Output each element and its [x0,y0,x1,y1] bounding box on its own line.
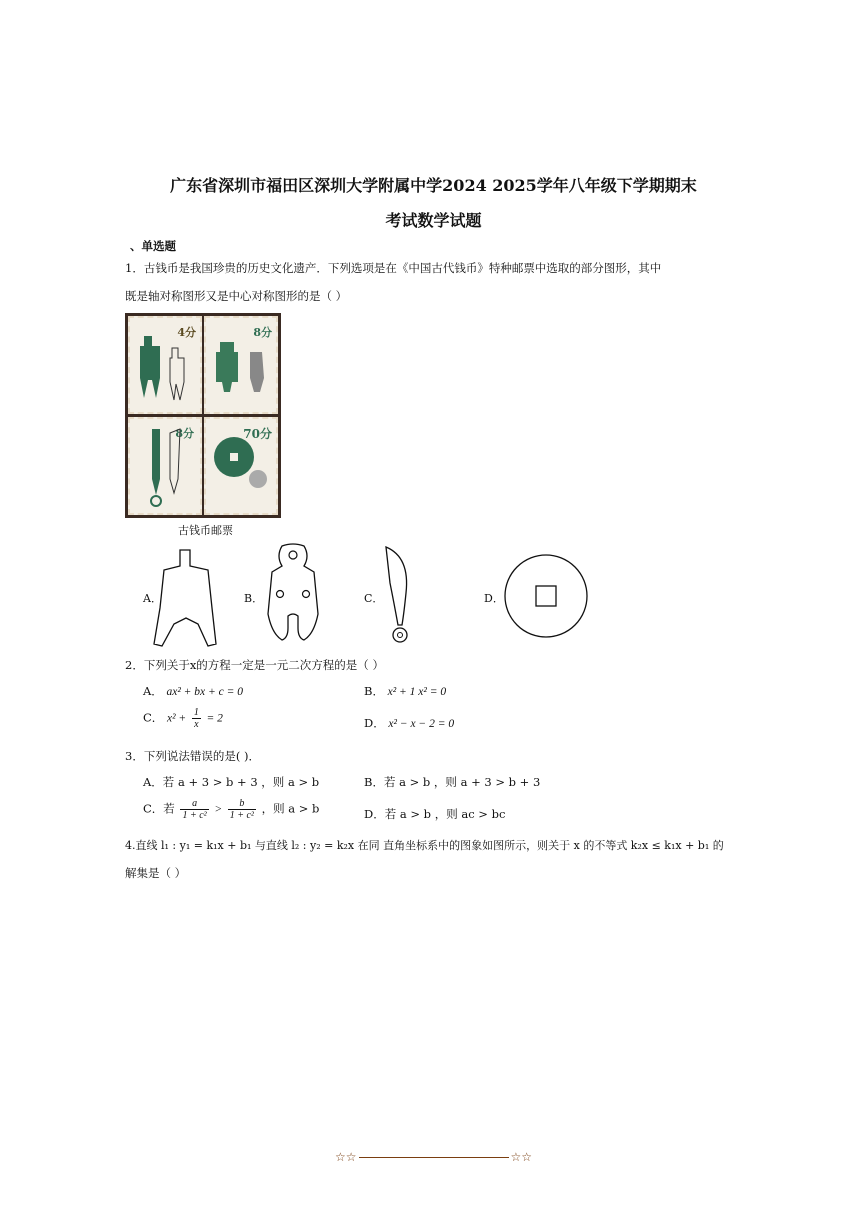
q3-option-b: B．若 a > b ，则 a + 3 > b + 3 [364,775,541,789]
q2-option-c-fraction [192,707,201,730]
q2-option-b-label: B． [364,684,384,698]
q2-option-c-post: = 2 [206,712,223,725]
q2-option-a [143,683,243,699]
stamp-2-value: 8分 [253,326,272,339]
q3-option-c [143,798,319,821]
stamp-4 [204,417,278,515]
q2-stem: 2．下列关于x的方程一定是一元二次方程的是（ ） [125,658,384,672]
q2-option-d [364,715,454,731]
q2-option-a-label: A． [143,684,163,698]
q2-option-c-pre: x² + [166,712,187,725]
q2-option-d-expr: x² − x − 2 = 0 [388,718,455,730]
stamp-3-value: 8分 [175,427,194,440]
q1-option-a-shape [150,548,225,650]
q3-option-c-numerator-1: a [180,798,208,810]
q3-option-c-denominator-2: 1 + c² [229,810,254,821]
footer-stars-left: ☆☆ [334,1150,357,1164]
q3-option-c-numerator-2: b [228,798,256,810]
image-caption: 古钱币邮票 [178,524,233,537]
coin-stamps-image [125,313,281,518]
q3-option-c-fraction-1 [180,798,208,821]
stamp-4-value: 70分 [243,427,272,441]
q3-stem: 3．下列说法错误的是( )． [125,749,260,763]
footer-stars-right: ☆☆ [510,1150,533,1164]
q1-option-b-label: B． [244,592,264,605]
q4-stem-line2: 解集是（ ） [125,866,187,880]
q1-option-d-shape [503,553,589,639]
q2-option-c-denominator: x [194,719,199,730]
doc-title-line2: 考试数学试题 [385,211,482,230]
doc-title-line1: 广东省深圳市福田区深圳大学附属中学2024 2025学年八年级下学期期末 [170,176,697,195]
q3-option-c-denominator-1: 1 + c² [182,810,207,821]
q1-option-a-label: A． [143,592,162,605]
stamp-3 [128,417,202,515]
q3-option-c-mid: > [214,803,223,816]
q2-option-d-label: D． [364,716,385,730]
q2-option-c [143,707,223,730]
stamp-1-value: 4分 [177,326,196,339]
q1-option-d-label: D． [484,592,504,605]
q1-option-c-shape [380,543,420,648]
q2-option-a-expr: ax² + bx + c = 0 [166,686,244,698]
q1-stem-line1: 1．古钱币是我国珍贵的历史文化遗产．下列选项是在《中国古代钱币》特种邮票中选取的部分图形，其中 [125,261,662,275]
q1-stem-line2: 既是轴对称图形又是中心对称图形的是（ ） [125,289,348,303]
q2-option-b [364,683,446,699]
page-footer [0,1150,867,1164]
q3-option-a: A．若 a + 3 > b + 3 ，则 a > b [143,775,320,789]
section-heading: 、单选题 [130,239,176,253]
q2-option-b-expr: x² + 1 x² = 0 [387,686,447,698]
q3-option-c-post: ，则 a > b [261,801,320,816]
footer-divider [359,1157,509,1158]
q3-option-d: D．若 a > b ，则 ac > bc [364,807,506,821]
q1-option-c-label: C． [364,592,384,605]
q3-option-c-fraction-2 [228,798,256,821]
q1-option-b-shape [258,542,328,647]
q2-option-c-numerator: 1 [193,707,199,718]
stamp-2 [204,316,278,414]
q3-option-c-label: C．若 [143,801,175,816]
q2-option-c-label: C． [143,710,164,725]
stamp-1 [128,316,202,414]
q4-stem-line1: 4.直线 l₁ : y₁ = k₁x + b₁ 与直线 l₂ : y₂ = k₂x 在同 直角坐标系中的图象如图所示，则关于 x 的不等式 k₂x ≤ k₁x + b₁ 的 [125,839,724,852]
